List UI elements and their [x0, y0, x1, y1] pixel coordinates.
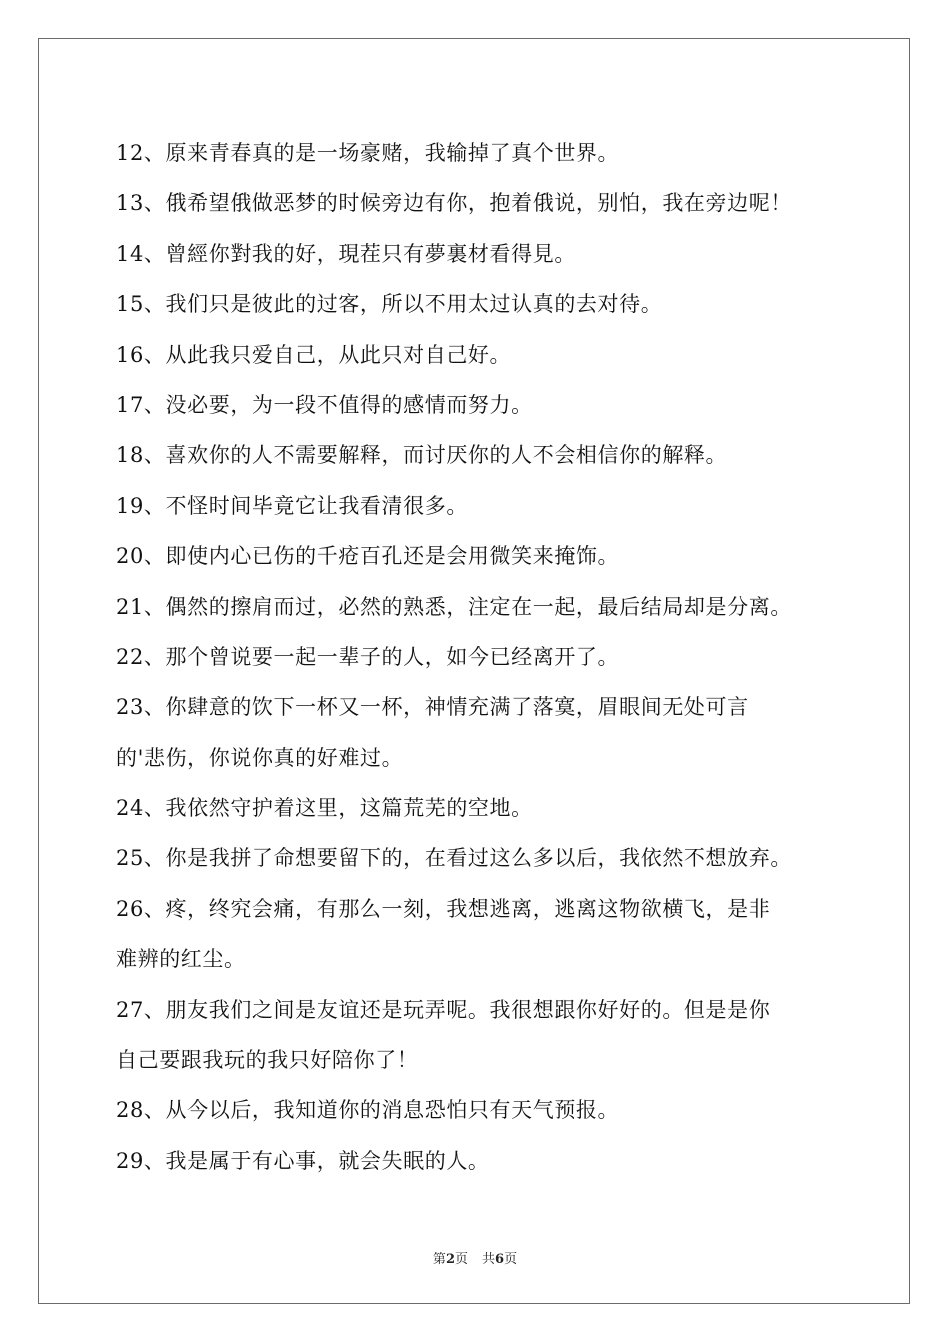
text-line: 16、从此我只爱自己，从此只对自己好。: [116, 342, 512, 367]
total-pages: 6: [495, 1252, 505, 1267]
text-line: 13、俄希望俄做恶梦的时候旁边有你，抱着俄说，别怕，我在旁边呢！: [116, 191, 792, 216]
text-line: 自己要跟我玩的我只好陪你了！: [116, 1048, 419, 1073]
text-line: 22、那个曾说要一起一辈子的人，如今已经离开了。: [116, 644, 620, 669]
text-line: 15、我们只是彼此的过客，所以不用太过认真的去对待。: [116, 292, 663, 317]
text-line: 24、我依然守护着这里，这篇荒芜的空地。: [116, 796, 533, 821]
page-number: 2: [445, 1252, 455, 1267]
text-line: 29、我是属于有心事，就会失眠的人。: [116, 1148, 490, 1173]
page-suffix: 页: [454, 1252, 468, 1267]
text-line: 26、疼，终究会痛，有那么一刻，我想逃离，逃离这物欲横飞，是非: [116, 896, 771, 921]
text-line: 12、原来青春真的是一场豪赌，我输掉了真个世界。: [116, 141, 620, 165]
text-line: 14、曾經你對我的好，現茬只有夢裏材看得見。: [116, 241, 576, 266]
page-prefix: 第: [432, 1252, 446, 1267]
text-line: 25、你是我拼了命想要留下的，在看过这么多以后，我依然不想放弃。: [116, 846, 792, 871]
text-line: 难辨的红尘。: [116, 947, 246, 972]
total-prefix: 共: [482, 1252, 496, 1267]
document-body: [116, 128, 846, 1186]
text-line: 20、即使内心已伤的千疮百孔还是会用微笑来掩饰。: [116, 544, 620, 569]
text-line: 的'悲伤，你说你真的好难过。: [116, 745, 404, 770]
text-line: 27、朋友我们之间是友谊还是玩弄呢。我很想跟你好好的。但是是你: [116, 997, 771, 1022]
total-suffix: 页: [504, 1252, 518, 1267]
text-line: 19、不怪时间毕竟它让我看清很多。: [116, 493, 468, 518]
text-line: 28、从今以后，我知道你的消息恐怕只有天气预报。: [116, 1098, 620, 1123]
text-line: 21、偶然的擦肩而过，必然的熟悉，注定在一起，最后结局却是分离。: [116, 594, 792, 619]
page-footer: [0, 1248, 950, 1267]
text-line: 23、你肆意的饮下一杯又一杯，神情充满了落寞，眉眼间无处可言: [116, 695, 749, 720]
text-line: 17、没必要，为一段不值得的感情而努力。: [116, 392, 533, 417]
text-line: 18、喜欢你的人不需要解释，而讨厌你的人不会相信你的解释。: [116, 443, 728, 468]
